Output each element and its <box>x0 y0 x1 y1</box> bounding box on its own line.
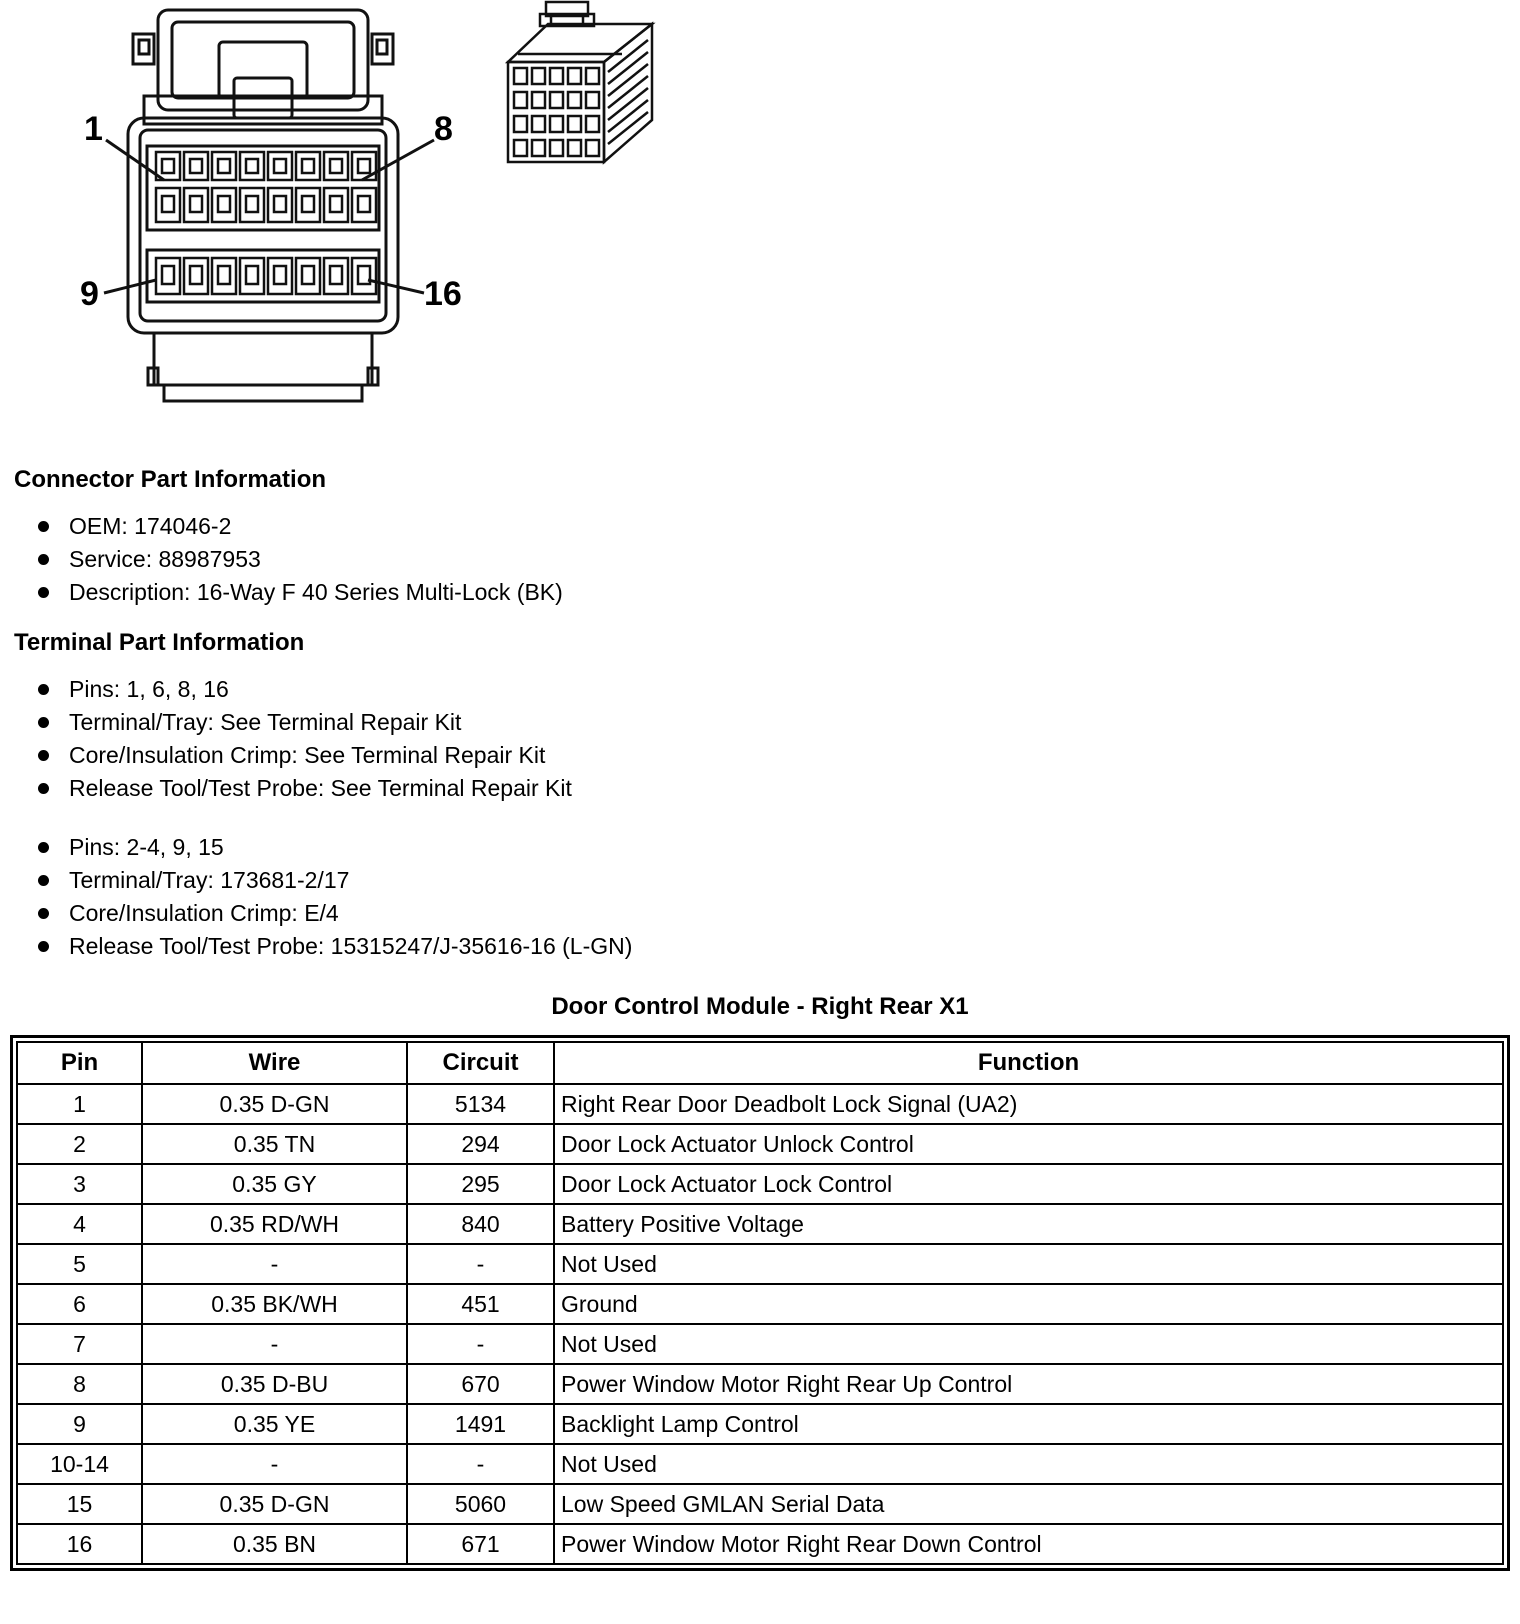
pin-label-16: 16 <box>424 275 462 313</box>
table-row <box>17 1204 1503 1244</box>
pin-cavities-top-row <box>156 152 376 222</box>
cell-wire: - <box>142 1444 407 1484</box>
cell-wire: 0.35 YE <box>142 1404 407 1444</box>
pinout-table <box>16 1041 1504 1565</box>
cell-pin: 2 <box>17 1124 142 1164</box>
pin-label-1: 1 <box>84 110 103 148</box>
col-header-circuit: Circuit <box>407 1042 554 1084</box>
list-item <box>0 576 1520 609</box>
cell-pin: 1 <box>17 1084 142 1124</box>
list-item <box>0 831 1520 864</box>
pin-label-9: 9 <box>80 275 99 313</box>
cell-circuit: 295 <box>407 1164 554 1204</box>
cell-function: Power Window Motor Right Rear Up Control <box>554 1364 1503 1404</box>
pinout-table-wrapper <box>10 1035 1510 1571</box>
cell-function: Low Speed GMLAN Serial Data <box>554 1484 1503 1524</box>
cell-circuit: - <box>407 1324 554 1364</box>
cell-function: Door Lock Actuator Unlock Control <box>554 1124 1503 1164</box>
cell-circuit: 1491 <box>407 1404 554 1444</box>
cell-pin: 16 <box>17 1524 142 1564</box>
cell-function: Not Used <box>554 1244 1503 1284</box>
cell-pin: 9 <box>17 1404 142 1444</box>
cell-pin: 4 <box>17 1204 142 1244</box>
list-item-label: Pins: 2-4, 9, 15 <box>69 834 224 860</box>
connector-diagram <box>6 0 726 452</box>
cell-wire: 0.35 D-GN <box>142 1484 407 1524</box>
list-item-label: Description: 16-Way F 40 Series Multi-Lock (BK) <box>69 579 563 605</box>
terminal-part-info-heading: Terminal Part Information <box>14 629 305 656</box>
list-item <box>0 706 1520 739</box>
list-item <box>0 930 1520 963</box>
table-row <box>17 1244 1503 1284</box>
table-row <box>17 1084 1503 1124</box>
cell-circuit: 451 <box>407 1284 554 1324</box>
cell-pin: 7 <box>17 1324 142 1364</box>
list-item <box>0 864 1520 897</box>
bullet-icon <box>38 908 49 919</box>
list-item <box>0 510 1520 543</box>
bullet-icon <box>38 521 49 532</box>
list-item <box>0 543 1520 576</box>
bullet-icon <box>38 941 49 952</box>
list-item-label: Terminal/Tray: See Terminal Repair Kit <box>69 709 462 735</box>
connector-isometric-view <box>508 2 652 162</box>
cell-circuit: 671 <box>407 1524 554 1564</box>
cell-wire: 0.35 BN <box>142 1524 407 1564</box>
cell-circuit: 840 <box>407 1204 554 1244</box>
bullet-icon <box>38 587 49 598</box>
cell-function: Power Window Motor Right Rear Down Control <box>554 1524 1503 1564</box>
cell-wire: - <box>142 1244 407 1284</box>
cell-function: Not Used <box>554 1444 1503 1484</box>
bullet-icon <box>38 875 49 886</box>
cell-pin: 8 <box>17 1364 142 1404</box>
table-title: Door Control Module - Right Rear X1 <box>551 993 969 1020</box>
cell-wire: 0.35 BK/WH <box>142 1284 407 1324</box>
connector-diagram-area <box>0 0 1520 452</box>
cell-wire: 0.35 RD/WH <box>142 1204 407 1244</box>
list-item-label: Pins: 1, 6, 8, 16 <box>69 676 229 702</box>
bullet-icon <box>38 554 49 565</box>
cell-wire: 0.35 D-BU <box>142 1364 407 1404</box>
col-header-function: Function <box>554 1042 1503 1084</box>
list-item-label: OEM: 174046-2 <box>69 513 232 539</box>
bullet-icon <box>38 750 49 761</box>
cell-pin: 6 <box>17 1284 142 1324</box>
bullet-icon <box>38 783 49 794</box>
cell-circuit: 294 <box>407 1124 554 1164</box>
connector-part-info-heading: Connector Part Information <box>14 466 327 493</box>
terminal-part-info-list-2 <box>0 831 1520 963</box>
cell-pin: 15 <box>17 1484 142 1524</box>
table-row <box>17 1324 1503 1364</box>
list-item-label: Service: 88987953 <box>69 546 261 572</box>
terminal-part-info-list-1 <box>0 673 1520 805</box>
cell-circuit: - <box>407 1244 554 1284</box>
bullet-icon <box>38 684 49 695</box>
cell-function: Not Used <box>554 1324 1503 1364</box>
cell-pin: 5 <box>17 1244 142 1284</box>
table-row <box>17 1124 1503 1164</box>
cell-pin: 10-14 <box>17 1444 142 1484</box>
list-item-label: Release Tool/Test Probe: See Terminal Repair Kit <box>69 775 572 801</box>
table-row <box>17 1164 1503 1204</box>
cell-function: Right Rear Door Deadbolt Lock Signal (UA2) <box>554 1084 1503 1124</box>
cell-wire: 0.35 TN <box>142 1124 407 1164</box>
table-row <box>17 1404 1503 1444</box>
table-row <box>17 1484 1503 1524</box>
pin-label-8: 8 <box>434 110 453 148</box>
table-row <box>17 1364 1503 1404</box>
table-row <box>17 1284 1503 1324</box>
cell-function: Battery Positive Voltage <box>554 1204 1503 1244</box>
cell-function: Door Lock Actuator Lock Control <box>554 1164 1503 1204</box>
list-item <box>0 897 1520 930</box>
list-item-label: Terminal/Tray: 173681-2/17 <box>69 867 350 893</box>
table-row <box>17 1444 1503 1484</box>
table-header-row <box>17 1042 1503 1084</box>
list-item-label: Release Tool/Test Probe: 15315247/J-35616-16 (L-GN) <box>69 933 633 959</box>
connector-part-info-list <box>0 510 1520 609</box>
cell-circuit: 5134 <box>407 1084 554 1124</box>
cell-circuit: 5060 <box>407 1484 554 1524</box>
col-header-pin: Pin <box>17 1042 142 1084</box>
col-header-wire: Wire <box>142 1042 407 1084</box>
cell-wire: 0.35 GY <box>142 1164 407 1204</box>
list-item-label: Core/Insulation Crimp: E/4 <box>69 900 339 926</box>
list-item-label: Core/Insulation Crimp: See Terminal Repair Kit <box>69 742 546 768</box>
list-item <box>0 673 1520 706</box>
cell-wire: - <box>142 1324 407 1364</box>
list-item <box>0 739 1520 772</box>
table-row <box>17 1524 1503 1564</box>
cell-circuit: 670 <box>407 1364 554 1404</box>
cell-function: Backlight Lamp Control <box>554 1404 1503 1444</box>
bullet-icon <box>38 842 49 853</box>
pin-cavities-bottom-row <box>156 258 376 294</box>
cell-pin: 3 <box>17 1164 142 1204</box>
cell-circuit: - <box>407 1444 554 1484</box>
bullet-icon <box>38 717 49 728</box>
cell-wire: 0.35 D-GN <box>142 1084 407 1124</box>
cell-function: Ground <box>554 1284 1503 1324</box>
list-item <box>0 772 1520 805</box>
